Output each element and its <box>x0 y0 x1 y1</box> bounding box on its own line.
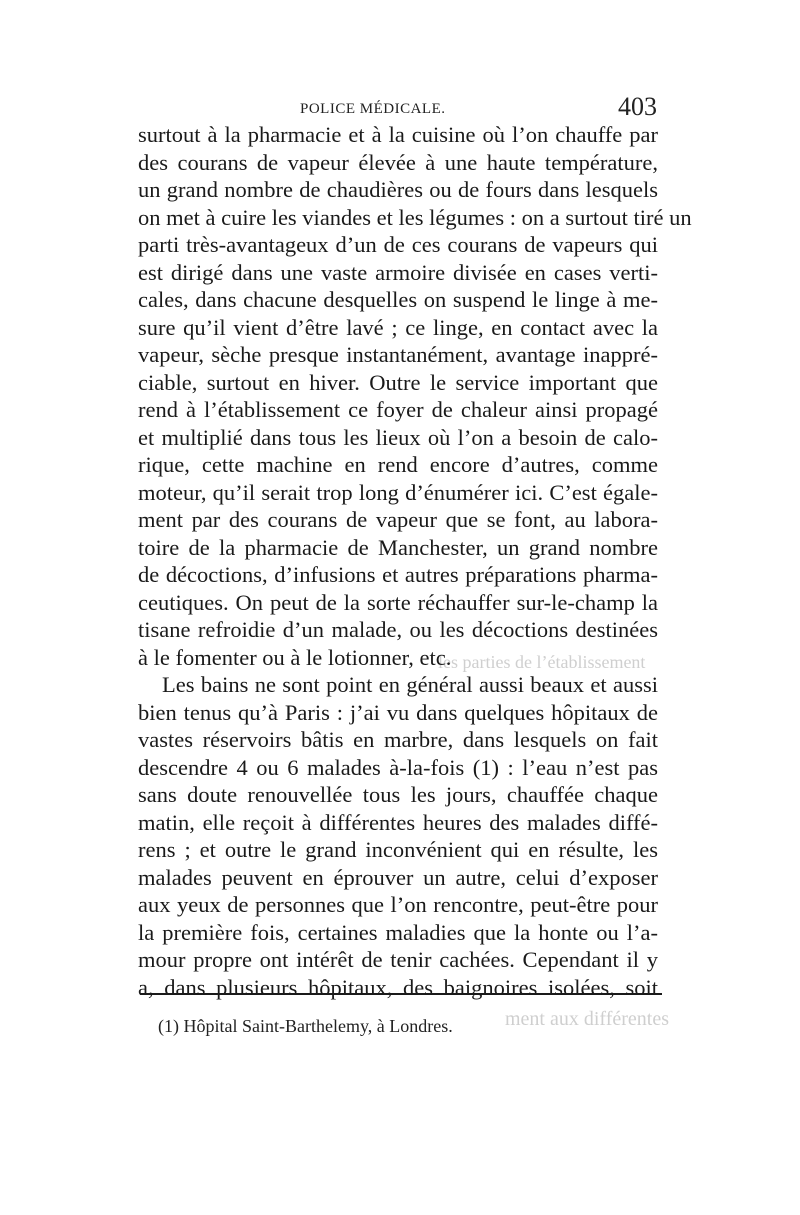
show-through-text: les parties de l’établissement <box>438 652 646 672</box>
text-line: bien tenus qu’à Paris : j’ai vu dans quelques hôpitaux de <box>138 699 658 725</box>
text-line: ciable, surtout en hiver. Outre le service important que <box>138 369 658 395</box>
text-line: des courans de vapeur élevée à une haute température, <box>138 149 658 175</box>
paragraph-end-line: à le fomenter ou à le lotionner, etc. <box>138 644 452 670</box>
footnote: (1) Hôpital Saint-Barthelemy, à Londres. <box>158 1016 453 1036</box>
text-line: rens ; et outre le grand inconvénient qui en résulte, les <box>138 837 658 862</box>
text-line: toire de la pharmacie de Manchester, un grand nombre <box>138 534 658 560</box>
text-line: vapeur, sèche presque instantanément, avantage inappré- <box>138 342 658 367</box>
text-line: sans doute renouvellée tous les jours, chauffée chaque <box>138 782 658 807</box>
text-line: vastes réservoirs bâtis en marbre, dans lesquels on fait <box>138 727 658 752</box>
text-line: la première fois, certaines maladies que la honte ou l’a- <box>138 919 658 945</box>
text-line: descendre 4 ou 6 malades à-la-fois (1) : l’eau n’est pas <box>138 754 658 780</box>
text-line: aux yeux de personnes que l’on rencontre, peut-être pour <box>138 892 658 917</box>
text-line: et multiplié dans tous les lieux où l’on a besoin de calo- <box>138 424 658 450</box>
footnote-rule <box>140 993 662 995</box>
running-title: POLICE MÉDICALE. <box>300 101 446 117</box>
text-line: parti très-avantageux d’un de ces courans de vapeurs qui <box>138 232 658 257</box>
text-line: surtout à la pharmacie et à la cuisine où l’on chauffe par <box>138 122 658 147</box>
text-line: rend à l’établissement ce foyer de chaleur ainsi propagé <box>138 397 658 422</box>
body-text <box>138 121 692 1001</box>
page-number: 403 <box>618 92 657 121</box>
text-line: matin, elle reçoit à différentes heures des malades diffé- <box>138 809 658 835</box>
text-line: on met à cuire les viandes et les légumes : on a surtout tiré un <box>138 204 692 230</box>
text-line: cales, dans chacune desquelles on suspend le linge à me- <box>138 287 658 312</box>
text-line: est dirigé dans une vaste armoire divisée en cases verti- <box>138 259 658 285</box>
text-line: de décoctions, d’infusions et autres préparations pharma- <box>138 562 658 587</box>
text-line: un grand nombre de chaudières ou de fours dans lesquels <box>138 177 658 202</box>
text-line: ceutiques. On peut de la sorte réchauffer sur-le-champ la <box>138 589 658 615</box>
text-line: tisane refroidie d’un malade, ou les décoctions destinées <box>138 617 658 642</box>
text-line: a, dans plusieurs hôpitaux, des baignoires isolées, soit <box>138 974 658 1000</box>
text-line: mour propre ont intérêt de tenir cachées. Cependant il y <box>138 947 658 972</box>
text-line: moteur, qu’il serait trop long d’énumérer ici. C’est égale- <box>138 479 658 505</box>
text-line: rique, cette machine en rend encore d’autres, comme <box>138 452 658 477</box>
text-line: malades peuvent en éprouver un autre, celui d’exposer <box>138 864 658 890</box>
text-line: sure qu’il vient d’être lavé ; ce linge, en contact avec la <box>138 314 658 340</box>
show-through-text: ment aux différentes <box>505 1008 670 1030</box>
paragraph-start-line: Les bains ne sont point en général aussi beaux et aussi <box>162 672 658 697</box>
text-line: ment par des courans de vapeur que se font, au labora- <box>138 507 658 532</box>
